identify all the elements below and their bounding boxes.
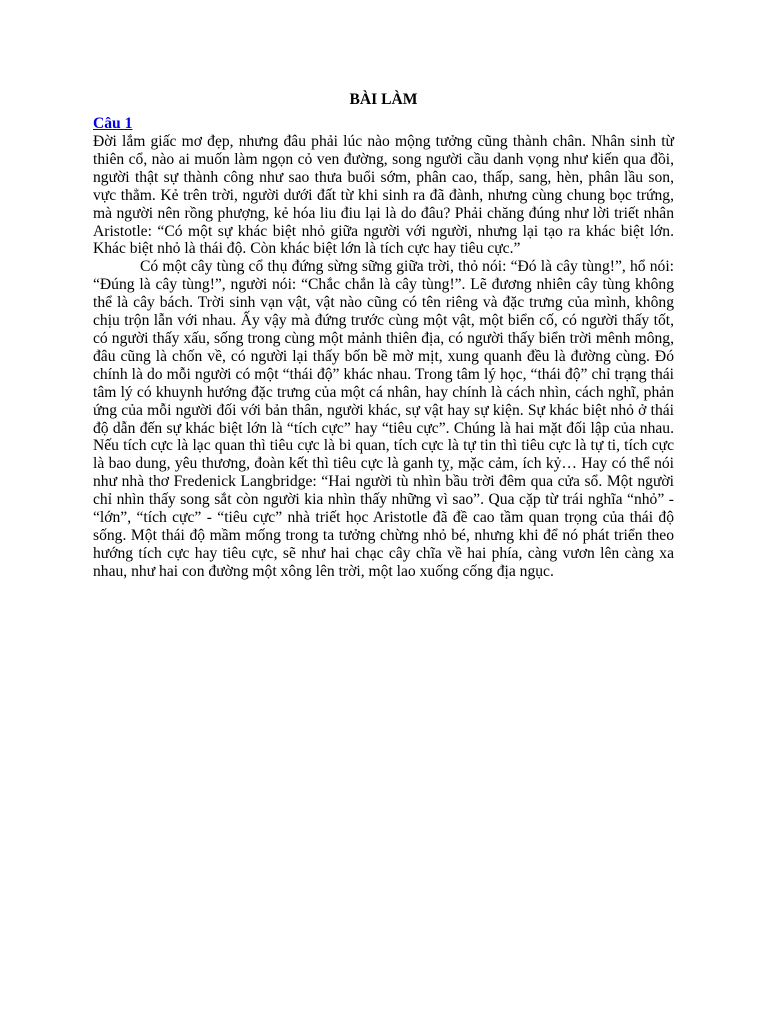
document-page (93, 88, 674, 581)
question-1-link[interactable]: Câu 1 (93, 115, 133, 132)
paragraph-2: Có một cây tùng cổ thụ đứng sừng sững giữa trời, thỏ nói: “Đó là cây tùng!”, hổ nói: “Đúng là cây tùng!”, người nói: “Chắc chắn là cây tùng!”. Lẽ đương nhiên cây tùng không thể là cây bách. Trời sinh vạn vật, vật nào cũng có tên riêng và đặc trưng của mình, không chịu trộn lẫn với nhau. Ấy vậy mà đứng trước cùng một vật, một biển cố, có người thấy tốt, có người thấy xấu, sống trong cùng một mảnh thiên địa, có người thấy biển trời mênh mông, đâu cũng là chốn về, có người lại thấy bốn bề mờ mịt, xung quanh đều là đường cùng. Đó chính là do mỗi người có một “thái độ” khác nhau. Trong tâm lý học, “thái độ” chỉ trạng thái tâm lý có khuynh hướng đặc trưng của một cá nhân, hay chính là cách nhìn, cách nghĩ, phản ứng của mỗi người đối với bản thân, người khác, sự vật hay sự kiện. Sự khác biệt nhỏ ở thái độ dẫn đến sự khác biệt lớn là “tích cực” hay “tiêu cực”. Chúng là hai mặt đối lập của nhau. Nếu tích cực là lạc quan thì tiêu cực là bi quan, tích cực là tự tin thì tiêu cực là tự ti, tích cực là bao dung, yêu thương, đoàn kết thì tiêu cực là ganh tỵ, mặc cảm, ích kỷ… Hay có thể nói như nhà thơ Fredenick Langbridge: “Hai người tù nhìn bầu trời đêm qua cửa sổ. Một người chỉ nhìn thấy song sắt còn người kia nhìn thấy những vì sao”. Qua cặp từ trái nghĩa “nhỏ” - “lớn”, “tích cực” - “tiêu cực” nhà triết học Aristotle đã đề cao tầm quan trọng của thái độ sống. Một thái độ mầm mống trong ta tưởng chừng nhỏ bé, nhưng khi để nó phát triển theo hướng tích cực hay tiêu cực, sẽ như hai chạc cây chĩa về hai phía, càng vươn lên càng xa nhau, như hai con đường một xông lên trời, một lao xuống cống địa ngục. (93, 258, 674, 580)
paragraph-1: Đời lắm giấc mơ đẹp, nhưng đâu phải lúc nào mộng tưởng cũng thành chân. Nhân sinh từ thiên cổ, nào ai muốn làm ngọn cỏ ven đường, song người cầu danh vọng như kiến qua đồi, người thật sự thành công như sao thưa buổi sớm, phân cao, thấp, sang, hèn, phân lầu son, vực thẳm. Kẻ trên trời, người dưới đất từ khi sinh ra đã đành, nhưng cùng chung bọc trứng, mà người nên rồng phượng, kẻ hóa liu điu lại là do đâu? Phải chăng đúng như lời triết nhân Aristotle: “Có một sự khác biệt nhỏ giữa người với người, nhưng lại tạo ra khác biệt lớn. Khác biệt nhỏ là thái độ. Còn khác biệt lớn là tích cực hay tiêu cực.” (93, 133, 674, 258)
document-title: BÀI LÀM (349, 91, 418, 108)
